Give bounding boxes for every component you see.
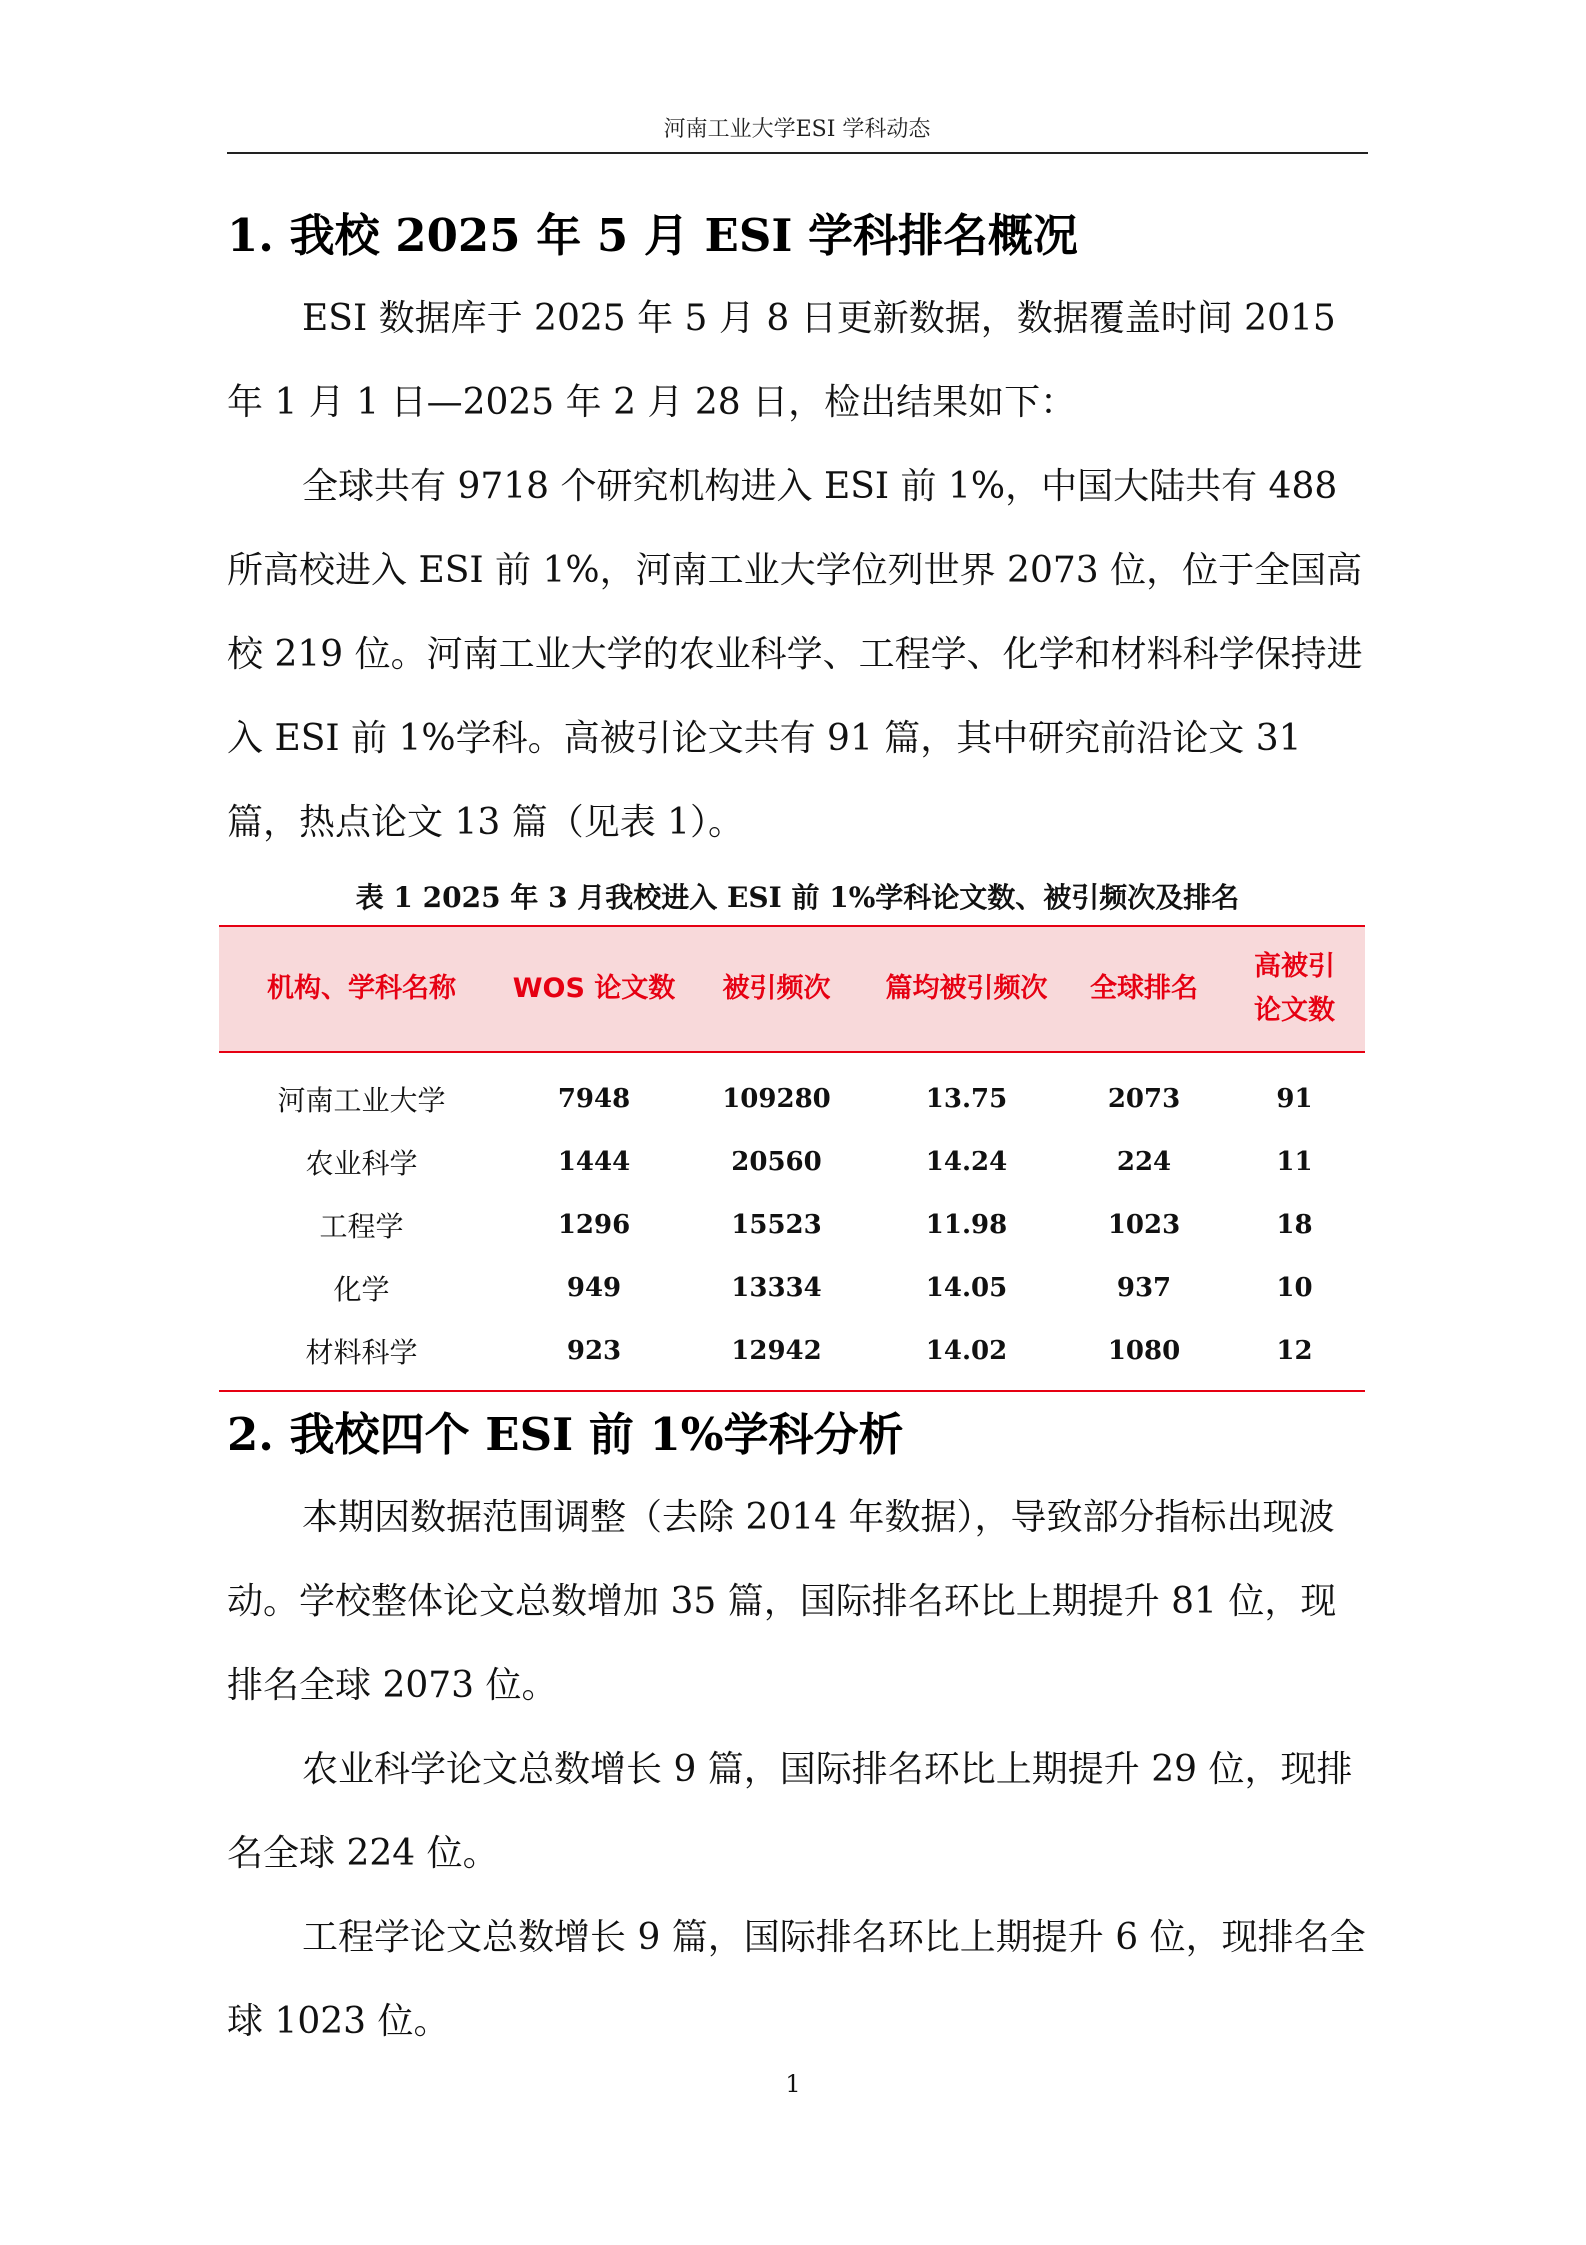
esi-ranking-table [219,925,1365,1392]
cell-avg-citations: 13.75 [925,1083,1008,1114]
col-header-avg-citations: 篇均被引频次 [885,973,1048,1004]
col-header-highly-cited [1224,926,1365,1052]
page-number: 1 [785,2070,801,2098]
cell-avg-citations: 11.98 [925,1209,1008,1240]
cell-citations: 109280 [722,1083,831,1114]
section-2-paragraph-3: 工程学论文总数增长 9 篇，国际排名环比上期提升 6 位，现排名全球 1023 位。 [227,1917,1366,2042]
cell-global-rank: 1080 [1107,1335,1181,1366]
cell-global-rank: 224 [1116,1146,1172,1177]
cell-wos: 7948 [557,1083,631,1114]
cell-global-rank: 2073 [1107,1083,1181,1114]
col-header-global-rank: 全球排名 [1090,973,1198,1004]
cell-citations: 12942 [731,1335,822,1366]
section-1-heading: 1. 我校 2025 年 5 月 ESI 学科排名概况 [227,209,1079,262]
section-2-paragraph-2: 农业科学论文总数增长 9 篇，国际排名环比上期提升 29 位，现排名全球 224 位。 [227,1749,1353,1874]
cell-highly-cited: 10 [1276,1272,1313,1303]
col-header-wos: WOS 论文数 [512,973,676,1004]
cell-avg-citations: 14.24 [925,1146,1008,1177]
cell-citations: 20560 [731,1146,822,1177]
cell-wos: 1296 [557,1209,631,1240]
section-2-paragraph-1: 本期因数据范围调整（去除 2014 年数据），导致部分指标出现波动。学校整体论文总数增加 35 篇，国际排名环比上期提升 81 位，现排名全球 2073 位。 [227,1497,1337,1706]
cell-wos: 923 [566,1335,622,1366]
cell-name: 化学 [333,1272,390,1306]
section-2-heading: 2. 我校四个 ESI 前 1%学科分析 [227,1408,904,1461]
cell-wos: 1444 [557,1146,631,1177]
cell-name: 材料科学 [305,1335,418,1369]
cell-avg-citations: 14.05 [925,1272,1008,1303]
cell-name: 工程学 [319,1209,404,1243]
section-1-paragraph-2: 全球共有 9718 个研究机构进入 ESI 前 1%，中国大陆共有 488 所高校进入 ESI 前 1%，河南工业大学位列世界 2073 位，位于全国高校 219 位。河南工业大学的农业科学、工程学、化学和材料科学保持进入 ESI 前 1%学科。高被引论文共有 91 篇，其中研究前沿论文 31 篇，热点论文 13 篇（见表 1）。 [227,466,1363,843]
running-header: 河南工业大学ESI 学科动态 [663,117,931,142]
cell-name: 河南工业大学 [277,1083,446,1117]
col-header-citations: 被引频次 [722,973,831,1004]
cell-citations: 13334 [731,1272,822,1303]
col-header-highly-cited-line2: 论文数 [1254,995,1335,1026]
cell-citations: 15523 [731,1209,822,1240]
table-row [219,1130,1365,1193]
col-header-name: 机构、学科名称 [267,973,456,1004]
table-row [219,1052,1365,1130]
cell-avg-citations: 14.02 [925,1335,1008,1366]
cell-highly-cited: 12 [1276,1335,1313,1366]
cell-highly-cited: 11 [1276,1146,1313,1177]
cell-highly-cited: 18 [1276,1209,1313,1240]
col-header-highly-cited-line1: 高被引 [1254,951,1335,982]
cell-wos: 949 [566,1272,622,1303]
table-row [219,1256,1365,1319]
header-rule [227,152,1368,154]
section-1-paragraph-1: ESI 数据库于 2025 年 5 月 8 日更新数据，数据覆盖时间 2015 年 1 月 1 日—2025 年 2 月 28 日，检出结果如下： [227,298,1336,423]
table-row [219,1193,1365,1256]
cell-name: 农业科学 [305,1146,418,1180]
table-row [219,1319,1365,1391]
cell-highly-cited: 91 [1276,1083,1313,1114]
cell-global-rank: 1023 [1107,1209,1181,1240]
table-caption: 表 1 2025 年 3 月我校进入 ESI 前 1%学科论文数、被引频次及排名 [355,881,1240,914]
cell-global-rank: 937 [1116,1272,1172,1303]
table-header-row [219,926,1365,1052]
